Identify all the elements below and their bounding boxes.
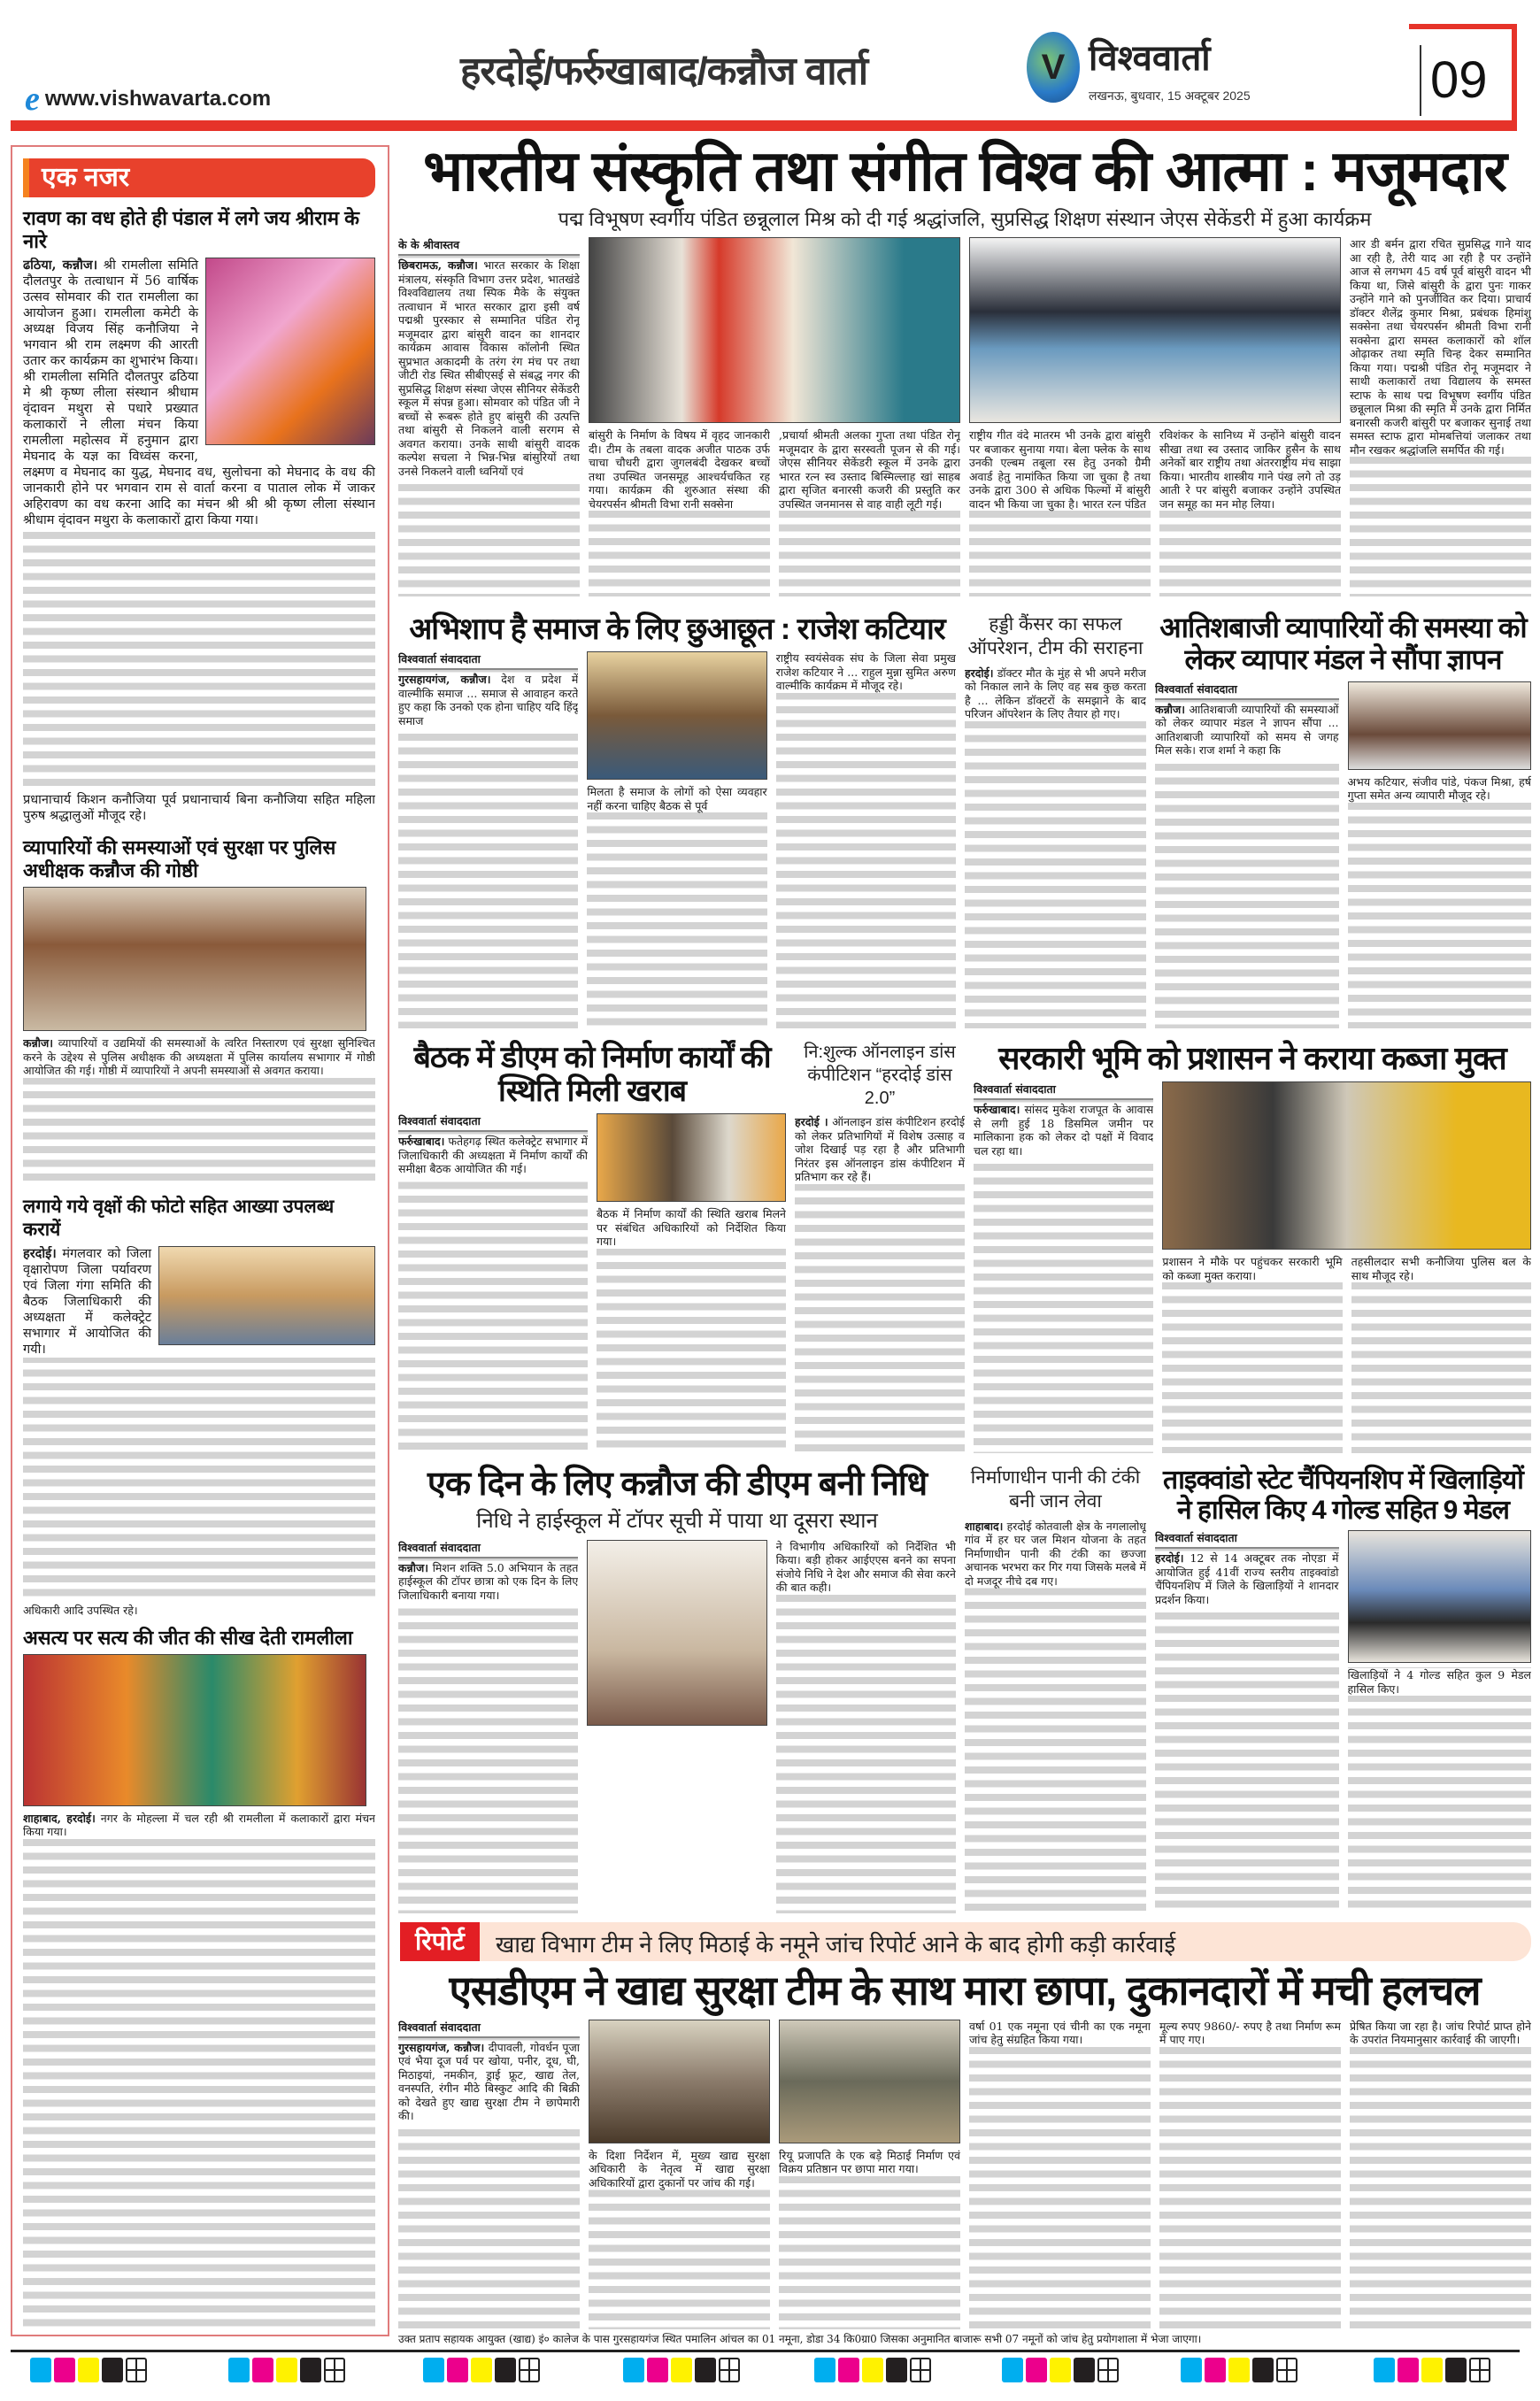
color-swatch [671, 2358, 692, 2382]
globe-logo-icon: V [1027, 32, 1080, 103]
color-registration-strip [423, 2358, 540, 2382]
color-swatch [623, 2358, 644, 2382]
color-swatch [1421, 2358, 1443, 2382]
dance-competition-body: हरदोई । ऑनलाइन डांस कंपीटिशन हरदोई को लेकर प्रतिभागियों में विशेष उत्साह व जोश दिखाई पड़ रहा है और प्रतिभागी निरंतर इस ऑनलाइन डांस कंपीटिशन में प्रतिभाग कर रहे हैं। [795, 1115, 965, 1453]
dm-meeting-photo [597, 1113, 786, 1202]
left-story-3-end: अधिकारी आदि उपस्थित रहे। [23, 1604, 138, 1617]
crosshair-mark-icon [1469, 2358, 1490, 2382]
report-label: रिपोर्ट [400, 1922, 480, 1961]
fireworks-body: विश्ववार्ता संवाददाता कन्नौज। आतिशबाजी व्यापारियों की समस्याओं को लेकर व्यापार मंडल ने ज्ञापन सौंपा ... आतिशबाजी व्यापारियों को समय से जगह मिल सके। राज शर्मा ने कहा कि अभय कटियार, संजीव पांडे, पंकज मिश्रा, हर्ष गुप्ता समेत अन्य व्यापारी मौजूद रहे। [1155, 681, 1531, 1028]
left-story-4-headline: असत्य पर सत्य की जीत की सीख देती रामलीला [23, 1626, 353, 1649]
crosshair-mark-icon [719, 2358, 740, 2382]
color-swatch [862, 2358, 883, 2382]
taekwondo-story [1155, 1466, 1531, 1913]
report-kicker-bar [400, 1922, 1531, 1961]
website-url[interactable]: e www.vishwavarta.com [25, 81, 272, 118]
raid-photo-2 [779, 2020, 960, 2143]
crosshair-mark-icon [519, 2358, 540, 2382]
color-swatch [1002, 2358, 1023, 2382]
left-story-1-end: प्रधानाचार्य किशन कनौजिया पूर्व प्रधानाचार्य बिना कनौजिया सहित महिला पुरुष श्रद्धालुओं मौजूद रहे। [23, 793, 375, 823]
dance-competition-story [795, 1041, 965, 1453]
nidhi-photo [587, 1540, 766, 1726]
color-swatch [78, 2358, 99, 2382]
left-story-3-headline: लगाये गये वृक्षों की फोटो सहित आख्या उपलब्ध करायें [23, 1197, 335, 1240]
dm-construction-story [398, 1041, 786, 1453]
dm-construction-headline: बैठक में डीएम को निर्माण कार्यों की स्थिति मिली खराब [413, 1041, 771, 1109]
untouchability-headline: अभिशाप है समाज के लिए छुआछूत : राजेश कटियार [409, 612, 945, 646]
water-tank-body: शाहाबाद। हरदोई कोतवाली क्षेत्र के नगलालोधू गांव में हर घर जल मिशन योजना के तहत निर्माणाधीन पानी की टंकी का छज्जा अचानक भरभरा कर गिर गया जिसके मलबे में दो मजदूर नीचे दब गए। [965, 1520, 1146, 1913]
water-tank-headline: निर्माणाधीन पानी की टंकी बनी जान लेवा [970, 1467, 1141, 1512]
masthead-logo [1027, 32, 1251, 104]
raid-photo-1 [589, 2020, 770, 2143]
color-swatch [1374, 2358, 1395, 2382]
taekwondo-body: विश्ववार्ता संवाददाता हरदोई। 12 से 14 अक्टूबर तक नोएडा में आयोजित हुई 41वीं राज्य स्तरीय ताइक्वांडो चैंपियनशिप में जिले के खिलाड़ियों ने शानदार प्रदर्शन किया। खिलाड़ियों ने 4 गोल्ड सहित कुल 9 मेडल हासिल किए। [1155, 1530, 1531, 1913]
group-stage-photo [969, 237, 1341, 423]
footer-rule [11, 2350, 1520, 2352]
fireworks-headline: आतिशबाजी व्यापारियों की समस्या को लेकर व्यापार मंडल ने सौंपा ज्ञापन [1159, 612, 1527, 675]
food-raid-body: विश्ववार्ता संवाददाता गुरसहायगंज, कन्नौज। दीपावली, गोवर्धन पूजा एवं भैया दूज पर्व पर खोया, पनीर, दूध, घी, मिठाइयां, नमकीन, ड्राई फ्रूट, खाद्य तेल, वनस्पति, रंगीन मीठे बिस्कुट आदि की बिक्री को देखते हुए खाद्य सुरक्षा टीम ने छापेमारी की। के दिशा निर्देशन में, मुख्य खाद्य सुरक्षा अधिकारी के नेतृत्व में खाद्य सुरक्षा अधिकारियों द्वारा दुकानों पर जांच की गई। रियू प्रजापति के एक बड़े मिठाई निर्माण एवं विक्रय प्रतिष्ठान पर छापा मारा गया। वर्षा 01 एक नमूना एवं चीनी का एक नमूना जांच हेतु संग्रहित किया गया। मूल्य रुपए 9860/- रुपए है तथा निर्माण रूम में पाए गए। प्रेषित किया जा रहा है। जांच रिपोर्ट प्राप्त होने के उपरांत नियमानुसार कार्रवाई की जाएगी। [398, 2020, 1531, 2329]
food-raid-headline: एसडीएम ने खाद्य सुरक्षा टीम के साथ मारा छापा, दुकानदारों में मची हलचल [449, 1967, 1481, 2013]
ek-nazar-banner: एक नजर [23, 158, 375, 197]
color-swatch [1205, 2358, 1226, 2382]
color-swatch [471, 2358, 492, 2382]
brand-name: विश्ववार्ता [1089, 39, 1211, 78]
ramleela-stage-photo [23, 1654, 366, 1806]
encroachment-story [974, 1041, 1531, 1453]
encroachment-headline: सरकारी भूमि को प्रशासन ने कराया कब्जा मुक्त [998, 1040, 1506, 1076]
tree-meeting-photo [158, 1246, 375, 1345]
felicitation-photo [589, 237, 960, 423]
ramleela-photo [205, 258, 375, 445]
left-story-2-headline: व्यापारियों की समस्याओं एवं सुरक्षा पर पुलिस अधीक्षक कन्नौज की गोष्ठी [23, 836, 336, 881]
encroachment-body: विश्ववार्ता संवाददाता फर्रुखाबाद। सांसद मुकेश राजपूत के आवास से लगी हुई 18 डिसमिल जमीन पर मालिकाना हक को लेकर दो पक्षों में विवाद चल रहा था। प्रशासन ने मौके पर पहुंचकर सरकारी भूमि को कब्जा मुक्त कराया। तहसीलदार सभी कनौजिया पुलिस बल के साथ मौजूद रहे। [974, 1081, 1531, 1453]
color-registration-strip [1374, 2358, 1490, 2382]
color-registration-strip [228, 2358, 345, 2382]
police-meeting-photo [23, 887, 366, 1031]
header-divider [11, 120, 1517, 131]
color-swatch [1228, 2358, 1250, 2382]
color-swatch [30, 2358, 51, 2382]
color-registration-strip [30, 2358, 147, 2382]
color-swatch [1181, 2358, 1202, 2382]
color-registration-strip [1002, 2358, 1119, 2382]
crosshair-mark-icon [1276, 2358, 1297, 2382]
color-swatch [695, 2358, 716, 2382]
color-swatch [1050, 2358, 1071, 2382]
color-swatch [1026, 2358, 1047, 2382]
left-story-1-body: ढठिया, कन्नौज। श्री रामलीला समिति दौलतपुर के तत्वाधान में 56 वार्षिक उत्सव सोमवार की रात रामलीला का आयोजन हुआ। रामलीला कमेटी के अध्यक्ष विजय सिंह कनौजिया ने भगवान श्री राम लक्ष्मण की आरती उतार कर कार्यक्रम का शुभारंभ किया। श्री रामलीला समिति दौलतपुर ढठिया मे श्री कृष्ण लीला संस्थान श्रीधाम वृंदावन मथुरा से पधारे प्रख्यात कलाकारों ने लीला मंचन किया रामलीला महोत्सव में हनुमान द्वारा मेघनाद के यज्ञ का विध्वंस करना, लक्ष्मण व मेघनाद का युद्ध, मेघनाद वध, सुलोचना को मेघनाद के वध की जानकारी होने पर भगवान राम से वार्ता करना व पाताल लोक में जाकर अहिरावण का वध करना आदि का मंचन श्री श्री श्री कृष्ण लीला संस्थान श्रीधाम वृंदावन मथुरा के कलाकारों द्वारा किया गया। [23, 258, 375, 789]
untouchability-body: विश्ववार्ता संवाददाता गुरसहायगंज, कन्नौज। देश व प्रदेश में वाल्मीकि समाज ... समाज से आवाहन करते हुए कहा कि उनको एक होना चाहिए यदि हिंदू समाज मिलता है समाज के लोगों को ऐसा व्यवहार नहीं करना चाहिए बैठक से पूर्व राष्ट्रीय स्वयंसेवक संघ के जिला सेवा प्रमुख राजेश कटियार ने ... राहुल मुन्ना सुमित अरुण वाल्मीकि कार्यक्रम में मौजूद रहे। [398, 651, 956, 1028]
lead-headline: भारतीय संस्कृति तथा संगीत विश्व की आत्मा : मजूमदार [423, 139, 1506, 203]
dm-construction-body: विश्ववार्ता संवाददाता फर्रुखाबाद। फतेहगढ़ स्थित कलेक्ट्रेट सभागार में जिलाधिकारी की अध्यक्षता में निर्माण कार्यों की समीक्षा बैठक आयोजित की गई। बैठक में निर्माण कार्यों की स्थिति खराब मिलने पर संबंधित अधिकारियों को निर्देशित किया गया। [398, 1113, 786, 1453]
untouchability-story [398, 612, 956, 1028]
bone-cancer-headline: हड्डी कैंसर का सफल ऑपरेशन, टीम की सराहना [967, 614, 1143, 659]
color-swatch [228, 2358, 250, 2382]
taekwondo-headline: ताइक्वांडो स्टेट चैंपियनशिप में खिलाड़ियों ने हासिल किए 4 गोल्ड सहित 9 मेडल [1163, 1466, 1523, 1525]
nidhi-dm-subhead: निधि ने हाईस्कूल में टॉपर सूची में पाया था दूसरा स्थान [476, 1508, 878, 1533]
left-story-1-headline: रावण का वध होते ही पंडाल में लगे जय श्रीराम के नारे [23, 207, 360, 252]
ek-nazar-column [23, 202, 375, 2328]
medal-winners-photo [1348, 1530, 1532, 1663]
lead-body: के के श्रीवास्तव छिबरामऊ, कन्नौज। भारत सरकार के शिक्षा मंत्रालय, संस्कृति विभाग उत्तर प्रदेश, भातखंडे विश्वविद्यालय तथा स्पिक मैके के संयुक्त तत्वाधान में भारत सरकार द्वारा इसी वर्ष पद्मश्री पुरस्कार से सम्मानित पंडित रोनू मजूमदार द्वारा बांसुरी वादन का शानदार कार्यक्रम आवास विकास कॉलोनी स्थित सुप्रभात अकादमी के तरंग रंग मंच पर तथा जीटी रोड स्थित सीबीएसई से संबद्ध नगर की सुप्रसिद्ध शिक्षण संस्था जेएस सीनियर सेकेंडरी स्कूल में संपन्न हुआ। सोमवार को पंडित जी ने बच्चों से रूबरू होते हुए बांसुरी की उत्पत्ति तथा बांसुरी से निकलने वाली सरगम से अवगत कराया। उनके साथी बांसुरी वादक कल्पेश सचला ने भिन्न-भिन्न बांसुरियों तथा उनसे निकलने वाली ध्वनियों एवं बांसुरी के निर्माण के विषय में वृहद जानकारी दी। टीम के तबला वादक अजीत पाठक उर्फ चाचा चौधरी द्वारा जुगलबंदी देखकर बच्चों तथा उपस्थित जनसमूह आश्चर्यचकित रह गया। कार्यक्रम की शुरुआत संस्था की चेयरपर्सन श्रीमती विभा रानी सक्सेना ,प्रचार्या श्रीमती अलका गुप्ता तथा पंडित रोनू मजूमदार के द्वारा सरस्वती पूजन से की गई। जेएस सीनियर सेकेंडरी स्कूल में उनके द्वारा भारत रत्न स्व उस्ताद बिस्मिल्लाह खां साहब द्वारा सृजित बनारसी कजरी की प्रस्तुति कर उपस्थित जनमानस से वाह वाही लूटी गई। राष्ट्रीय गीत वंदे मातरम भी उनके द्वारा बांसुरी पर बजाकर सुनाया गया। बेला फ्लेक के साथ उनकी एल्बम तबूला रस हेतु उनको ग्रैमी अवार्ड हेतु नामांकित किया जा चुका है तथा उनके द्वारा 300 से अधिक फिल्मों में बांसुरी वादन भी किया जा चुका है। भारत रत्न पंडित रविशंकर के सानिध्य में उन्होंने बांसुरी वादन सीखा तथा स्व उस्ताद जाकिर हुसैन के साथ अनेकों बार राष्ट्रीय तथा अंतरराष्ट्रीय मंच साझा किया। भारतीय शास्त्रीय गाने पंख लगे तो उड़ आती रे पर बांसुरी बजाकर उन्होंने उपस्थित जन समूह का मन मोह लिया। आर डी बर्मन द्वारा रचित सुप्रसिद्ध गाने याद आ रही है, तेरी याद आ रही है पर उन्होंने आज से लगभग 45 वर्ष पूर्व बांसुरी वादन भी किया था, जिसे बांसुरी के द्वारा पुनः गाकर उन्होंने गाने को पुनर्जीवित कर दिया। प्राचार्य डॉक्टर शैलेंद्र कुमार मिश्रा, प्रबंधक हिमांशु सक्सेना तथा चेयरपर्सन श्रीमती विभा रानी सक्सेना द्वारा समस्त कलाकारों को शॉल ओढ़ाकर तथा स्मृति चिन्ह देकर सम्मानित किया गया। पद्मश्री पंडित रोनू मजूमदार ने साथी कलाकारों तथा विद्यालय के समस्त स्टाफ के साथ पद्म विभूषण स्वर्गीय पंडित छन्नूलाल मिश्रा की स्मृति में उनके द्वारा निर्मित बनारसी कजरी बांसुरी पर बजाकर सुनाई तथा समस्त स्टाफ द्वारा मोमबत्तियां जलाकर तथा मौन रखकर श्रद्धांजलि समर्पित की गई। [398, 237, 1531, 596]
left-story-4-body: शाहाबाद, हरदोई। नगर के मोहल्ला में चल रही श्री रामलीला में कलाकारों द्वारा मंचन किया गया। [23, 1812, 375, 2328]
color-swatch [838, 2358, 859, 2382]
water-tank-story [965, 1466, 1146, 1913]
bone-cancer-story [965, 612, 1146, 1028]
color-swatch [1398, 2358, 1419, 2382]
color-swatch [814, 2358, 835, 2382]
food-raid-story [398, 1968, 1531, 2345]
lead-story [398, 140, 1531, 596]
left-story-3-body: हरदोई। मंगलवार को जिला वृक्षारोपण जिला पर्यावरण एवं जिला गंगा समिति की बैठक जिलाधिकारी की अध्यक्षता में कलेक्ट्रेट सभागार में आयोजित की गयी। [23, 1246, 375, 1600]
crosshair-mark-icon [126, 2358, 147, 2382]
color-swatch [102, 2358, 123, 2382]
page-number: 09 [1420, 45, 1488, 116]
color-swatch [1074, 2358, 1095, 2382]
color-swatch [423, 2358, 444, 2382]
fireworks-story [1155, 612, 1531, 1028]
crosshair-mark-icon [324, 2358, 345, 2382]
color-swatch [886, 2358, 907, 2382]
bone-cancer-body: हरदोई। डॉक्टर मौत के मुंह से भी अपने मरीज को निकाल लाने के लिए वह सब कुछ करता है ... लेकिन डॉक्टरों के समझाने के बाद परिजन ऑपरेशन के लिए तैयार हो गए। [965, 666, 1146, 1028]
section-title: हरदोई/फर्रुखाबाद/कन्नौज वार्ता [460, 50, 868, 93]
lead-subhead: पद्म विभूषण स्वर्गीय पंडित छन्नूलाल मिश्र को दी गई श्रद्धांजलि, सुप्रसिद्ध शिक्षण संस्थान जेएस सेकेंडरी में हुआ कार्यक्रम [558, 207, 1372, 230]
color-swatch [252, 2358, 273, 2382]
color-swatch [447, 2358, 468, 2382]
report-kicker: खाद्य विभाग टीम ने लिए मिठाई के नमूने जांच रिपोर्ट आने के बाद होगी कड़ी कार्रवाई [496, 1931, 1176, 1958]
dance-competition-headline: नि:शुल्क ऑनलाइन डांस कंपीटिशन “हरदोई डांस 2.0” [804, 1043, 956, 1108]
color-registration-strip [623, 2358, 740, 2382]
memorandum-photo [1348, 681, 1532, 770]
meeting-group-photo [587, 651, 766, 780]
food-raid-end: उक्त प्रताप सहायक आयुक्त (खाद्य) इं० कालेज के पास गुरसहायगंज स्थित पमालिन आंचल का 01 नमूना, डोडा 34 कि0ग्रा0 जिसका अनुमानित बाजारू सभी 07 नमूनों को जांच हेतु प्रयोगशाला में भेजा जाएगा। [398, 2333, 1202, 2345]
color-swatch [276, 2358, 297, 2382]
crosshair-mark-icon [910, 2358, 931, 2382]
color-swatch [495, 2358, 516, 2382]
color-swatch [1445, 2358, 1467, 2382]
nidhi-dm-story [398, 1466, 956, 1913]
nidhi-dm-headline: एक दिन के लिए कन्नौज की डीएम बनी निधि [427, 1466, 928, 1503]
color-swatch [54, 2358, 75, 2382]
nidhi-dm-body: विश्ववार्ता संवाददाता कन्नौज। मिशन शक्ति 5.0 अभियान के तहत हाईस्कूल की टॉपर छात्रा को एक दिन के लिए जिलाधिकारी बनाया गया। ने विभागीय अधिकारियों को निर्देशित भी किया। बड़ी होकर आईएएस बनने का सपना संजोये निधि ने देश और समाज की सेवा करने की बात कही। [398, 1540, 956, 1913]
left-story-2-body: कन्नौज। व्यापारियों व उद्यमियों की समस्याओं के त्वरित निस्तारण एवं सुरक्षा सुनिश्चित करने के उद्देश्य से पुलिस अधीक्षक की अध्यक्षता में पुलिस कार्यालय सभागार में गोष्ठी आयोजित की गई। गोष्ठी में व्यापारियों ने अपनी समस्याओं से अवगत कराया। [23, 1036, 375, 1187]
browser-e-icon: e [25, 81, 40, 118]
color-registration-strip [1181, 2358, 1297, 2382]
color-swatch [647, 2358, 668, 2382]
color-swatch [1252, 2358, 1274, 2382]
issue-date: लखनऊ, बुधवार, 15 अक्टूबर 2025 [1089, 88, 1251, 103]
color-registration-strip [814, 2358, 931, 2382]
bulldozer-photo [1162, 1081, 1531, 1250]
crosshair-mark-icon [1097, 2358, 1119, 2382]
page-number-box [1409, 24, 1517, 130]
color-swatch [300, 2358, 321, 2382]
